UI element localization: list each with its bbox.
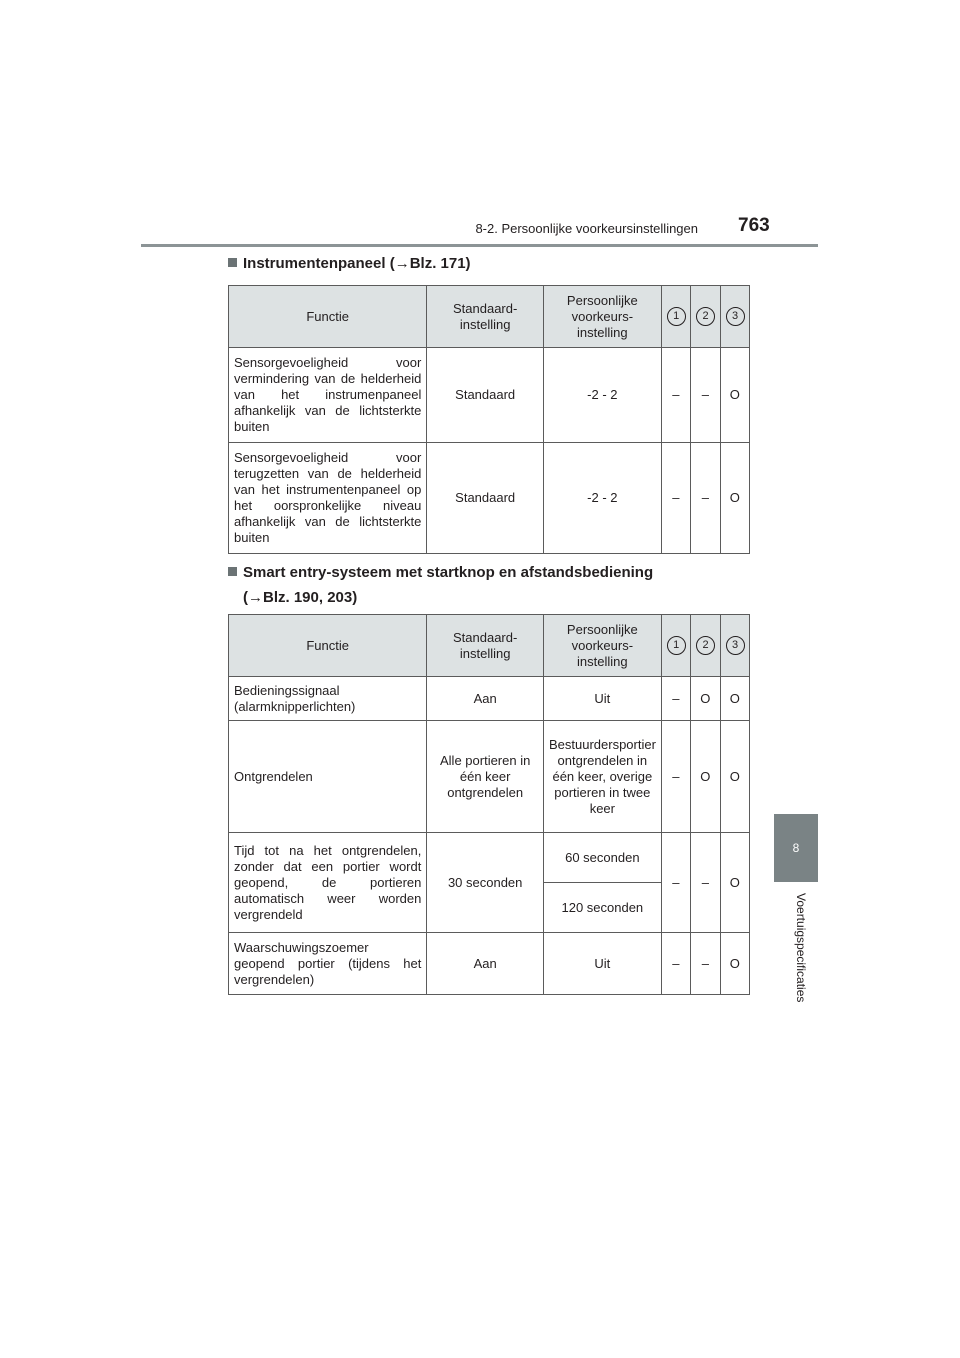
- col-3-header: [720, 615, 749, 677]
- col-custom-header: Persoonlijke voorkeurs-instelling: [543, 286, 661, 348]
- col-1-header: [661, 615, 690, 677]
- square-bullet-icon: [228, 567, 237, 576]
- default-cell: Standaard: [427, 348, 544, 443]
- function-cell: Ontgrendelen: [229, 721, 427, 833]
- chapter-tab: [774, 814, 818, 882]
- col-2-header: [691, 615, 720, 677]
- mark-cell-1: –: [661, 443, 690, 554]
- chapter-tab-number: 8: [792, 841, 800, 855]
- custom-cell-alt: 120 seconden: [543, 883, 661, 933]
- circled-1-icon: 1: [667, 307, 686, 326]
- circled-1-icon: 1: [667, 636, 686, 655]
- function-cell: Waarschuwingszoemer geopend portier (tijdens het vergrendelen): [229, 933, 427, 995]
- col-3-header: [720, 286, 749, 348]
- table-row: [229, 933, 750, 995]
- default-cell: Standaard: [427, 443, 544, 554]
- mark-cell-1: –: [661, 933, 690, 995]
- custom-cell: -2 - 2: [543, 348, 661, 443]
- circled-2-icon: 2: [696, 307, 715, 326]
- table-row: [229, 677, 750, 721]
- chapter-title: 8-2. Persoonlijke voorkeursinstellingen: [475, 221, 698, 236]
- custom-cell: -2 - 2: [543, 443, 661, 554]
- table-row: [229, 721, 750, 833]
- section-heading-text: Instrumentenpaneel (→Blz. 171): [243, 255, 471, 272]
- col-default-header: Standaard-instelling: [427, 286, 544, 348]
- mark-cell-3: O: [720, 833, 749, 933]
- mark-cell-3: O: [720, 443, 749, 554]
- mark-cell-3: O: [720, 933, 749, 995]
- mark-cell-2: –: [691, 833, 720, 933]
- page-number: 763: [738, 215, 770, 236]
- table-header-row: [229, 615, 750, 677]
- header-divider: [141, 244, 818, 247]
- circled-3-icon: 3: [726, 636, 745, 655]
- circled-3-icon: 3: [726, 307, 745, 326]
- col-function-header: Functie: [229, 615, 427, 677]
- section-heading-reference: (→Blz. 190, 203): [243, 589, 358, 606]
- mark-cell-1: –: [661, 833, 690, 933]
- mark-cell-1: –: [661, 721, 690, 833]
- custom-cell: Uit: [543, 933, 661, 995]
- col-1-header: [661, 286, 690, 348]
- mark-cell-2: –: [691, 443, 720, 554]
- custom-cell: Uit: [543, 677, 661, 721]
- table-row: [229, 833, 750, 883]
- mark-cell-2: O: [691, 677, 720, 721]
- col-custom-header: Persoonlijke voorkeurs-instelling: [543, 615, 661, 677]
- section-heading-instrument-panel: [228, 253, 471, 275]
- instrument-panel-table: [228, 285, 750, 554]
- mark-cell-2: –: [691, 933, 720, 995]
- section-heading-text: Smart entry-systeem met startknop en afstandsbediening: [243, 564, 654, 581]
- chapter-tab-label: Voertuigspecificaties: [794, 893, 808, 1003]
- square-bullet-icon: [228, 258, 237, 267]
- section-heading-smart-entry: [228, 562, 653, 609]
- function-cell: Sensorgevoeligheid voor terugzetten van de helderheid van het instrumentenpaneel op het oorspronkelijke niveau afhankelijk van de lichtsterkte buiten: [229, 443, 427, 554]
- mark-cell-3: O: [720, 677, 749, 721]
- table-row: [229, 443, 750, 554]
- table-header-row: [229, 286, 750, 348]
- mark-cell-1: –: [661, 677, 690, 721]
- default-cell: Aan: [427, 677, 544, 721]
- function-cell: Bedieningssignaal (alarmknipperlichten): [229, 677, 427, 721]
- col-function-header: Functie: [229, 286, 427, 348]
- mark-cell-2: O: [691, 721, 720, 833]
- table-row: [229, 348, 750, 443]
- default-cell: Alle portieren in één keer ontgrendelen: [427, 721, 544, 833]
- default-cell: Aan: [427, 933, 544, 995]
- circled-2-icon: 2: [696, 636, 715, 655]
- custom-cell: Bestuurdersportier ontgrendelen in één keer, overige portieren in twee keer: [543, 721, 661, 833]
- custom-cell: 60 seconden: [543, 833, 661, 883]
- col-default-header: Standaard-instelling: [427, 615, 544, 677]
- mark-cell-3: O: [720, 721, 749, 833]
- col-2-header: [691, 286, 720, 348]
- function-cell: Tijd tot na het ontgrendelen, zonder dat een portier wordt geopend, de portieren automatisch weer worden vergrendeld: [229, 833, 427, 933]
- mark-cell-1: –: [661, 348, 690, 443]
- default-cell: 30 seconden: [427, 833, 544, 933]
- mark-cell-3: O: [720, 348, 749, 443]
- mark-cell-2: –: [691, 348, 720, 443]
- function-cell: Sensorgevoeligheid voor vermindering van de helderheid van het instrumenpaneel afhankelijk van de lichtsterkte buiten: [229, 348, 427, 443]
- smart-entry-table: [228, 614, 750, 995]
